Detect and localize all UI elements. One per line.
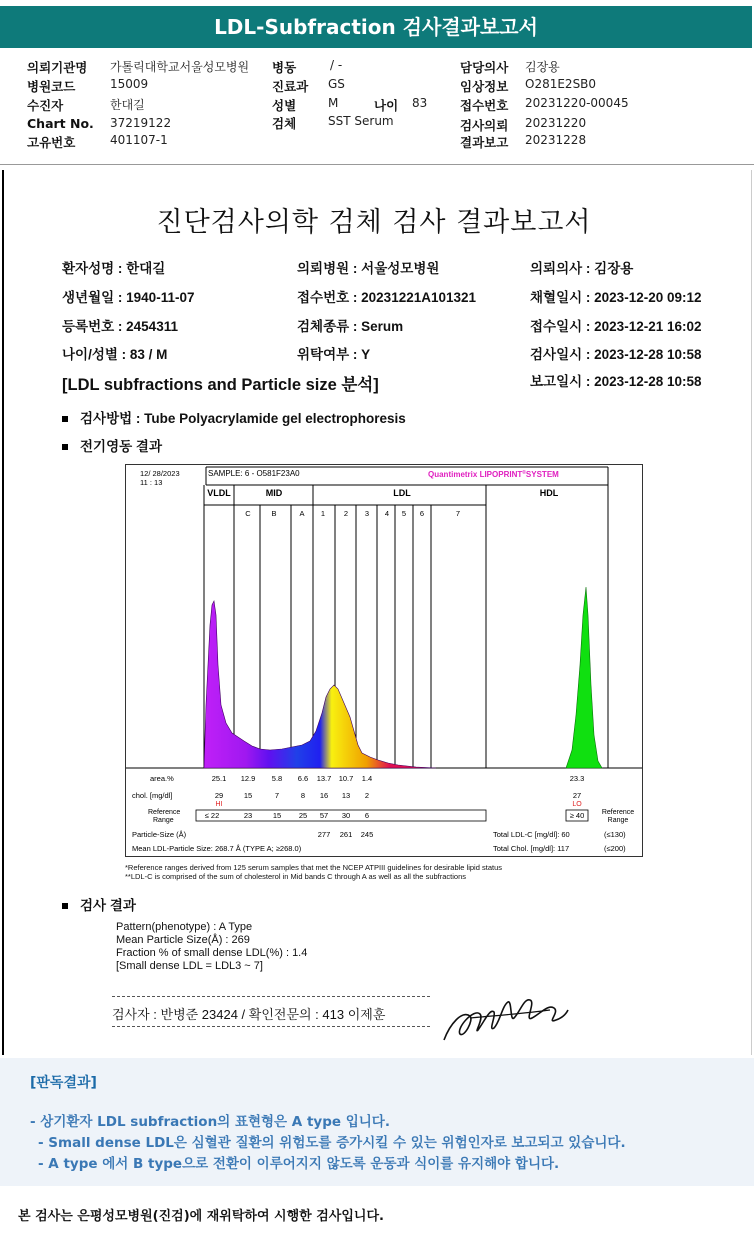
bottom-note: 본 검사는 은평성모병원(진검)에 재위탁하여 시행한 검사입니다. <box>18 1209 384 1224</box>
header-label: 성별 <box>272 98 297 113</box>
group-label-mid: MID <box>265 488 283 498</box>
header-value: 20231228 <box>525 133 587 147</box>
result-fraction: Fraction % of small dense LDL(%) : 1.4 <box>116 947 308 959</box>
ref-a: 25 <box>298 811 308 820</box>
area-c: 12.9 <box>240 774 256 783</box>
info-age-sex: 나이/성별 : 83 / M <box>62 347 168 362</box>
header-value: GS <box>328 77 345 91</box>
section-title: [LDL subfractions and Particle size 분석] <box>62 376 379 394</box>
patient-header <box>0 56 754 156</box>
chart-sample: SAMPLE: 6 - O581F23A0 <box>208 469 300 478</box>
band-label: 1 <box>320 509 326 518</box>
electrophoresis-text: 전기영동 결과 <box>80 439 162 454</box>
band-label: 6 <box>419 509 425 518</box>
row-label-ref: Reference <box>148 809 181 816</box>
total-ldl: Total LDL-C [mg/dl]: 60 <box>493 830 570 839</box>
result-heading-line <box>62 894 136 914</box>
header-value: 20231220 <box>525 116 587 130</box>
row-label-chol: chol. [mg/dl] <box>132 791 173 800</box>
header-value: 가톨릭대학교서울성모병원 <box>110 60 250 74</box>
band-label: 5 <box>401 509 407 518</box>
header-value: 김장용 <box>525 60 560 74</box>
header-value: SST Serum <box>328 114 394 128</box>
area-b: 5.8 <box>271 774 283 783</box>
report-main-title: 진단검사의학 검체 검사 결과보고서 <box>156 207 592 238</box>
interpretation-title: [판독결과] <box>30 1075 97 1091</box>
method-line <box>62 407 406 427</box>
lipoprint-svg <box>126 465 643 857</box>
header-label: 결과보고 <box>460 135 509 150</box>
chol-ldl1: 16 <box>319 791 329 800</box>
ref-hdl: ≥ 40 <box>569 811 585 820</box>
band-label: C <box>245 509 251 518</box>
header-value: 20231220-00045 <box>525 96 629 110</box>
lab-report-page <box>2 170 752 1055</box>
report-title: LDL-Subfraction 검사결과보고서 <box>214 15 538 39</box>
header-label: 검체 <box>272 116 297 131</box>
psize-ldl3: 245 <box>360 830 374 839</box>
header-value: 401107-1 <box>110 133 168 147</box>
age-label: 나이 <box>374 98 399 113</box>
chol-b: 7 <box>274 791 280 800</box>
chart-date: 12/ 28/2023 <box>140 469 180 478</box>
footnote-1: *Reference ranges derived from 125 serum samples that met the NCEP ATPIII guidelines for desirable lipid status <box>125 863 502 872</box>
signature-image <box>440 988 572 1050</box>
header-label: 임상정보 <box>460 79 509 94</box>
band-label: 4 <box>384 509 390 518</box>
signature-stroke <box>444 1000 568 1040</box>
signature-line: 검사자 : 반병준 23424 / 확인전문의 : 413 이제훈 <box>112 1007 386 1022</box>
result-definition: [Small dense LDL = LDL3 ~ 7] <box>116 960 263 972</box>
total-chol-ref: (≤200) <box>604 844 626 853</box>
chol-a: 8 <box>300 791 306 800</box>
ref-c: 23 <box>243 811 253 820</box>
range-label-right: Range <box>607 817 629 824</box>
group-label-hdl: HDL <box>539 488 559 498</box>
chart-brand-suffix: SYSTEM <box>525 470 559 479</box>
header-label: 접수번호 <box>460 98 509 113</box>
area-vldl: 25.1 <box>211 774 227 783</box>
total-ldl-ref: (≤130) <box>604 830 626 839</box>
area-ldl1: 13.7 <box>316 774 332 783</box>
header-value: / - <box>330 58 343 72</box>
footnote-2: **LDL-C is comprised of the sum of cholesterol in Mid bands C through A as well as all the subfractions <box>125 872 467 881</box>
info-report-time: 보고일시 : 2023-12-28 10:58 <box>530 374 702 389</box>
header-value: 37219122 <box>110 116 172 130</box>
interpretation-line: - A type 에서 B type으로 전환이 이루어지지 않도록 운동과 식이를 유지해야 합니다. <box>38 1156 560 1172</box>
band-label: A <box>299 509 305 518</box>
info-receipt-time: 접수일시 : 2023-12-21 16:02 <box>530 319 702 334</box>
info-collection-time: 채혈일시 : 2023-12-20 09:12 <box>530 290 702 305</box>
chol-hdl: 27 <box>572 791 582 800</box>
chart-brand <box>428 469 559 479</box>
info-test-time: 검사일시 : 2023-12-28 10:58 <box>530 347 702 362</box>
flag-vldl-hi: HI <box>215 801 223 808</box>
info-doctor: 의뢰의사 : 김장용 <box>530 261 634 276</box>
row-label-range: Range <box>153 817 174 824</box>
header-value: M <box>328 96 339 110</box>
interpretation-line: - Small dense LDL은 심혈관 질환의 위험도를 증가시킬 수 있는 위험인자로 보고되고 있습니다. <box>38 1135 626 1151</box>
psize-ldl2: 261 <box>339 830 353 839</box>
flag-hdl-lo: LO <box>572 801 582 808</box>
chol-vldl: 29 <box>214 791 224 800</box>
result-mean-size: Mean Particle Size(Å) : 269 <box>116 934 250 946</box>
hdl-peak <box>566 587 602 768</box>
ref-label-right: Reference <box>601 809 635 816</box>
info-patient-name: 환자성명 : 한대길 <box>62 261 166 276</box>
info-reg-no: 등록번호 : 2454311 <box>62 319 178 334</box>
header-label: 병동 <box>272 60 297 75</box>
chart-brand-name: Quantimetrix LIPOPRINT <box>428 470 523 479</box>
row-label-area: area.% <box>150 774 174 783</box>
result-heading: 검사 결과 <box>80 898 136 913</box>
info-receipt-no: 접수번호 : 20231221A101321 <box>297 290 477 305</box>
lipoprint-chart <box>125 464 643 857</box>
header-divider <box>0 164 754 165</box>
header-value: 15009 <box>110 77 149 91</box>
dashed-divider <box>112 996 430 997</box>
info-birthdate: 생년월일 : 1940-11-07 <box>62 290 195 305</box>
report-title-bar <box>0 6 752 48</box>
data-table <box>132 774 634 853</box>
chol-c: 15 <box>243 791 253 800</box>
area-hdl: 23.3 <box>569 774 585 783</box>
ref-vldl: ≤ 22 <box>204 811 220 820</box>
info-specimen: 검체종류 : Serum <box>297 319 404 334</box>
header-value: O281E2SB0 <box>525 77 597 91</box>
psize-ldl1: 277 <box>317 830 331 839</box>
interpretation-line: - 상기환자 LDL subfraction의 표현형은 A type 입니다. <box>30 1114 390 1130</box>
ref-ldl3: 6 <box>364 811 370 820</box>
dashed-divider <box>112 1026 430 1027</box>
bullet-icon <box>62 416 68 422</box>
chol-ldl3: 2 <box>364 791 370 800</box>
header-label: 담당의사 <box>460 60 509 75</box>
area-a: 6.6 <box>297 774 309 783</box>
total-chol: Total Chol. [mg/dl]: 117 <box>493 844 570 853</box>
header-label: 검사의뢰 <box>460 118 509 133</box>
area-ldl2: 10.7 <box>338 774 354 783</box>
ref-b: 15 <box>272 811 282 820</box>
age-value: 83 <box>412 96 428 110</box>
electrophoresis-line <box>62 435 162 455</box>
header-label: 수진자 <box>27 98 64 113</box>
header-label: 진료과 <box>272 79 309 94</box>
method-text: 검사방법 : Tube Polyacrylamide gel electrophoresis <box>80 411 406 426</box>
bullet-icon <box>62 903 68 909</box>
ldl-electrophoresis-curve <box>204 601 436 768</box>
bullet-icon <box>62 444 68 450</box>
header-label: 의뢰기관명 <box>27 60 88 75</box>
header-label: 병원코드 <box>27 79 76 94</box>
info-hospital: 의뢰병원 : 서울성모병원 <box>297 261 440 276</box>
band-label: 7 <box>455 509 461 518</box>
group-label-vldl: VLDL <box>207 488 231 498</box>
row-label-mean: Mean LDL-Particle Size: 268.7 Å (TYPE A; ≥268.0) <box>132 844 302 853</box>
band-label: 2 <box>343 509 349 518</box>
area-ldl3: 1.4 <box>361 774 373 783</box>
chol-ldl2: 13 <box>341 791 351 800</box>
header-label: Chart No. <box>27 116 94 131</box>
result-block <box>116 921 307 973</box>
header-label: 고유번호 <box>27 135 76 150</box>
ref-ldl1: 57 <box>319 811 329 820</box>
registered-mark: ® <box>522 470 526 476</box>
ref-ldl2: 30 <box>341 811 351 820</box>
band-label: 3 <box>364 509 370 518</box>
row-label-psize: Particle-Size (Å) <box>132 830 187 839</box>
group-label-ldl: LDL <box>393 488 411 498</box>
header-value: 한대길 <box>110 98 145 112</box>
band-label: B <box>271 509 277 518</box>
info-outsourced: 위탁여부 : Y <box>297 347 371 362</box>
chart-time: 11 : 13 <box>140 478 163 487</box>
result-pattern: Pattern(phenotype) : A Type <box>116 921 253 933</box>
